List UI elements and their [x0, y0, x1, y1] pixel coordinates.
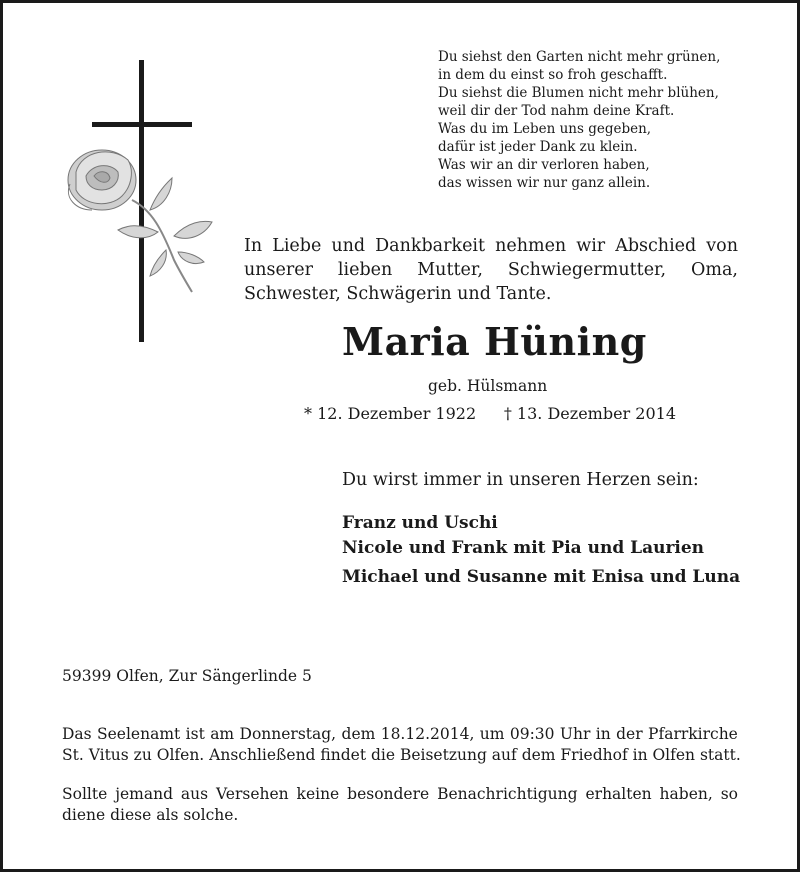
farewell-line-3: Schwester, Schwägerin und Tante.	[244, 284, 552, 304]
word: erhalten	[585, 785, 652, 803]
memory-line: Du wirst immer in unseren Herzen sein:	[342, 470, 699, 490]
farewell-line-1	[244, 234, 738, 258]
word: Pfarrkirche	[648, 725, 738, 743]
word: besondere	[347, 785, 430, 803]
word: haben,	[659, 785, 713, 803]
word: Abschied	[615, 236, 697, 256]
word: lieben	[337, 260, 393, 280]
word: Donnerstag,	[239, 725, 337, 743]
word: aus	[180, 785, 209, 803]
word: Schwiegermutter,	[507, 260, 667, 280]
farewell-text	[244, 234, 738, 306]
poem-line: Was wir an dir verloren haben,	[438, 157, 650, 173]
word: 18.12.2014,	[380, 725, 475, 743]
word: Das	[62, 725, 92, 743]
mourners-list	[342, 511, 740, 590]
word: am	[210, 725, 235, 743]
mourner: Nicole und Frank mit Pia und Laurien	[342, 538, 705, 558]
address: 59399 Olfen, Zur Sängerlinde 5	[62, 667, 312, 685]
word: Seelenamt	[97, 725, 181, 743]
notification-note	[62, 784, 738, 826]
word: unserer	[244, 260, 313, 280]
word: von	[706, 236, 738, 256]
word: In	[244, 236, 263, 256]
word: nehmen	[495, 236, 567, 256]
birth-name: geb. Hülsmann	[428, 377, 548, 395]
word: der	[616, 725, 643, 743]
poem-line: Du siehst die Blumen nicht mehr blühen,	[438, 85, 719, 101]
service-info	[62, 724, 741, 766]
word: in	[595, 725, 611, 743]
word: Mutter,	[417, 260, 483, 280]
life-dates	[304, 403, 676, 425]
poem-line: Was du im Leben uns gegeben,	[438, 121, 652, 137]
poem	[438, 48, 778, 192]
word: so	[720, 785, 738, 803]
mourner: Franz und Uschi	[342, 513, 498, 533]
word: wir	[576, 236, 606, 256]
word: ist	[185, 725, 205, 743]
word: Versehen	[216, 785, 289, 803]
poem-line: das wissen wir nur ganz allein.	[438, 175, 651, 191]
word: Dankbarkeit	[375, 236, 486, 256]
word: Benachrichtigung	[437, 785, 578, 803]
poem-line: weil dir der Tod nahm deine Kraft.	[438, 103, 675, 119]
word: dem	[341, 725, 376, 743]
word: Oma,	[691, 260, 738, 280]
word: um	[479, 725, 505, 743]
word: 09:30	[509, 725, 555, 743]
mourner: Michael und Susanne mit Enisa und Luna	[342, 567, 741, 587]
notification-line-2: diene diese als solche.	[62, 806, 239, 824]
word: jemand	[115, 785, 174, 803]
word: Sollte	[62, 785, 108, 803]
notification-line-1	[62, 784, 738, 805]
word: und	[331, 236, 366, 256]
deceased-name: Maria Hüning	[342, 319, 647, 364]
poem-line: Du siehst den Garten nicht mehr grünen,	[438, 49, 721, 65]
farewell-line-2	[244, 258, 738, 282]
poem-line: in dem du einst so froh geschafft.	[438, 67, 668, 83]
service-line-1	[62, 724, 738, 745]
death-date: † 13. Dezember 2014	[503, 404, 676, 423]
poem-line: dafür ist jeder Dank zu klein.	[438, 139, 638, 155]
word: keine	[296, 785, 340, 803]
birth-date: * 12. Dezember 1922	[304, 404, 477, 423]
word: Uhr	[559, 725, 591, 743]
service-line-2: St. Vitus zu Olfen. Anschließend findet die Beisetzung auf dem Friedhof in Olfen statt.	[62, 746, 741, 764]
cross-with-rose-icon	[62, 60, 222, 346]
word: Liebe	[272, 236, 322, 256]
